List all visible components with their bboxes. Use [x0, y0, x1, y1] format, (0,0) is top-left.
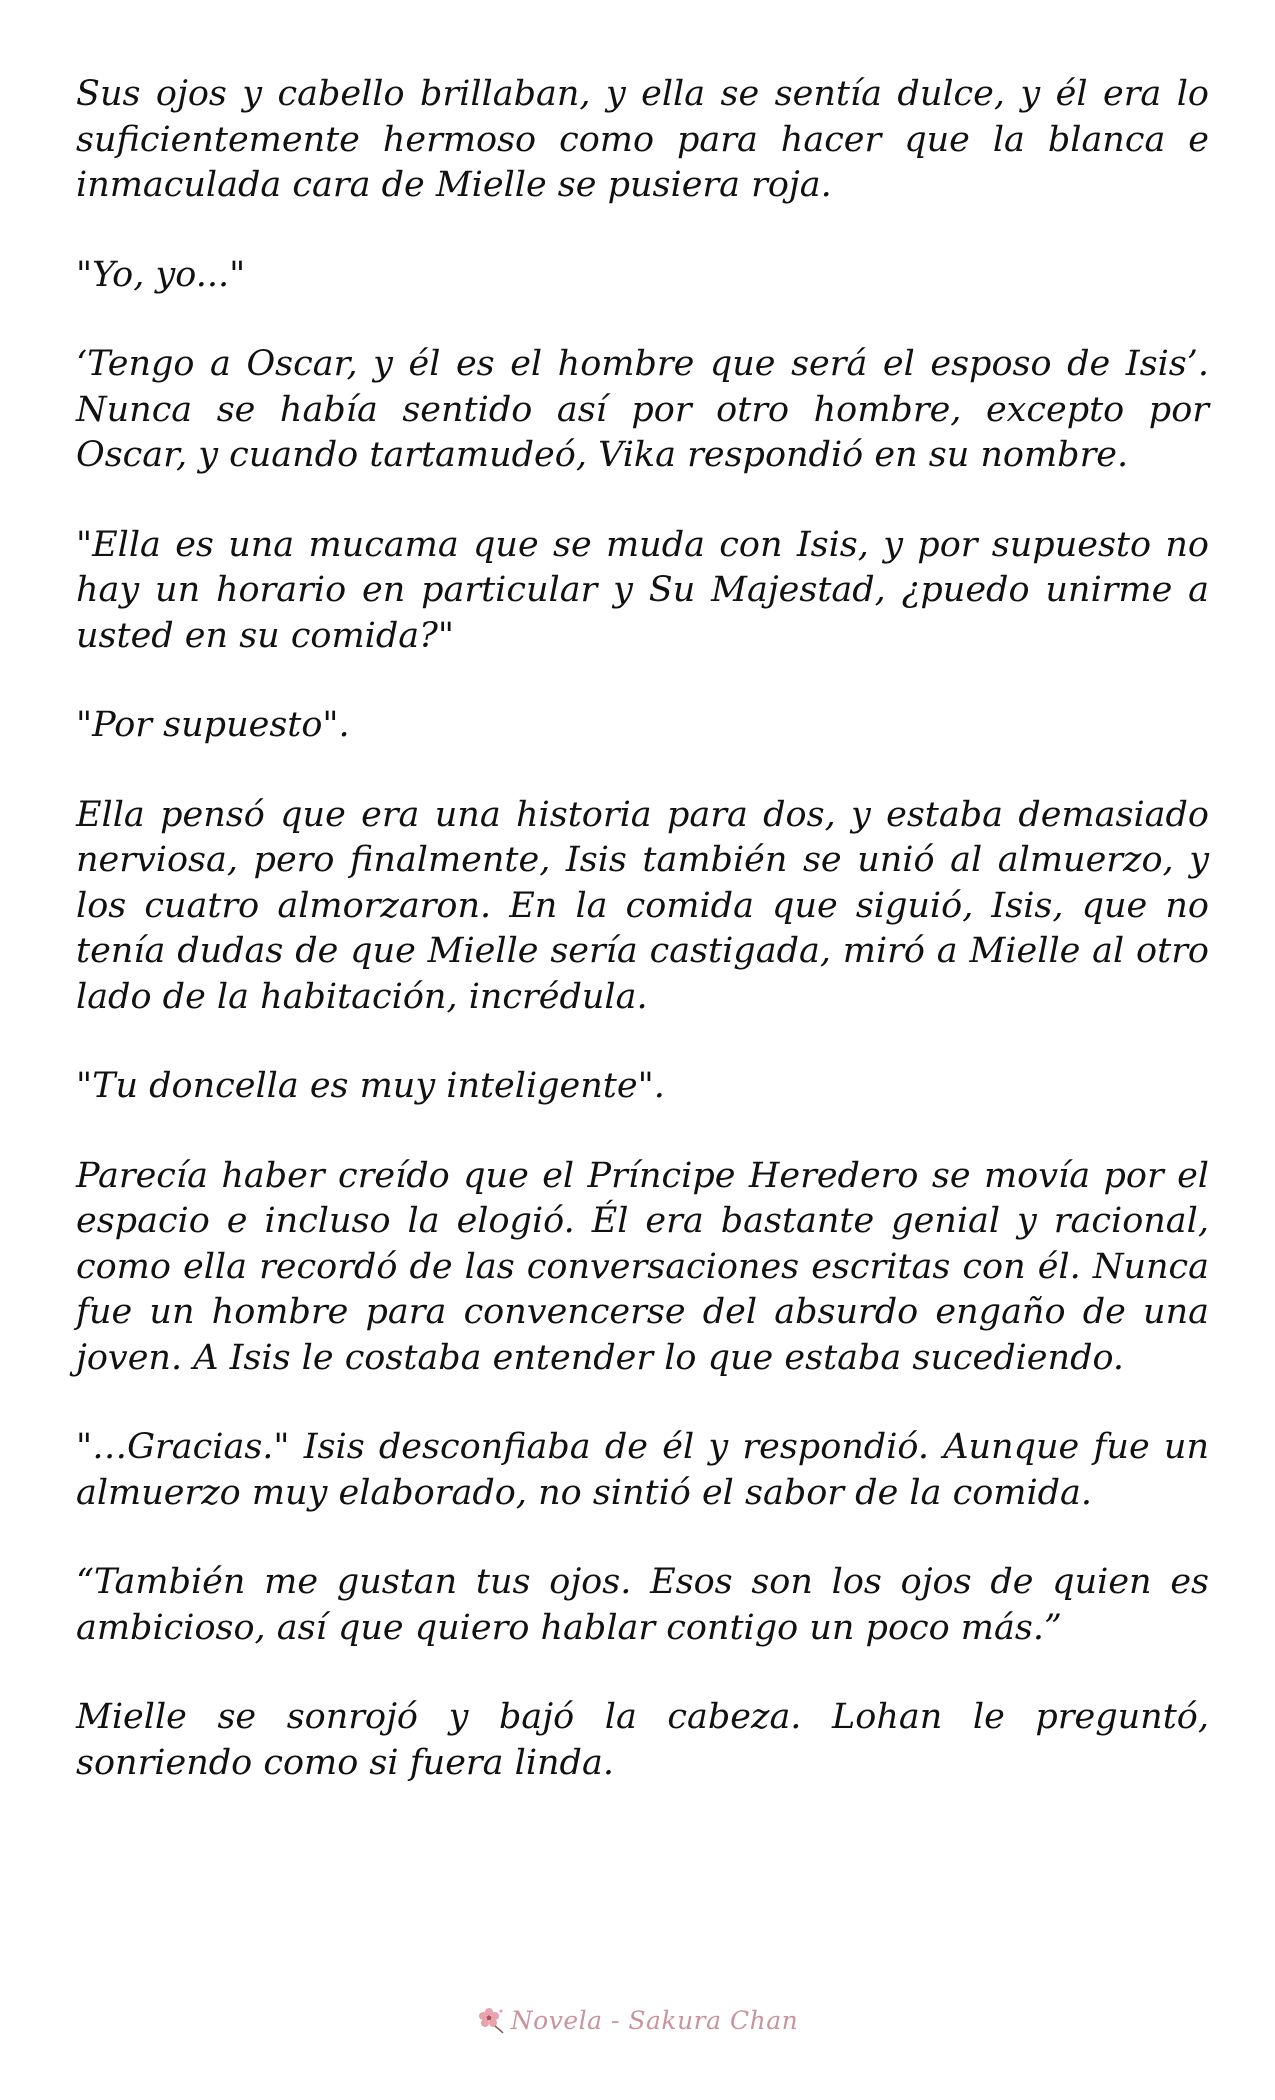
paragraph-3: ‘Tengo a Oscar, y él es el hombre que será el esposo de Isis’. Nunca se había sentido así por otro hombre, excepto por Oscar, y cuando tartamudeó, Vika respondió en su nombre. — [76, 344, 1209, 475]
paragraph-7: "Tu doncella es muy inteligente". — [76, 1066, 665, 1106]
paragraph-2: "Yo, yo..." — [76, 254, 246, 295]
watermark-text: Novela - Sakura Chan — [510, 2005, 799, 2035]
document-body — [76, 72, 1209, 1830]
watermark — [0, 2000, 1275, 2040]
paragraph-9: "…Gracias." Isis desconfiaba de él y respondió. Aunque fue un almuerzo muy elaborado, no sintió el sabor de la comida. — [76, 1427, 1209, 1513]
paragraph-8: Parecía haber creído que el Príncipe Heredero se movía por el espacio e incluso la elogió. Él era bastante genial y racional, como ella recordó de las conversaciones escritas con él. Nunca fue un hombre para convencerse del absurdo engaño de una joven. A Isis le costaba entender lo que estaba sucediendo. — [76, 1155, 1209, 1378]
paragraph-11: Mielle se sonrojó y bajó la cabeza. Lohan le preguntó, sonriendo como si fuera linda. — [76, 1697, 1209, 1783]
paragraph-6: Ella pensó que era una historia para dos, y estaba demasiado nerviosa, pero finalmente, Isis también se unió al almuerzo, y los cuatro almorzaron. En la comida que siguió, Isis, que no tenía dudas de que Mielle sería castigada, miró a Mielle al otro lado de la habitación, incrédula. — [76, 794, 1209, 1017]
paragraph-1: Sus ojos y cabello brillaban, y ella se sentía dulce, y él era lo suficientemente hermoso como para hacer que la blanca e inmaculada cara de Mielle se pusiera roja. — [76, 74, 1209, 205]
paragraph-4: "Ella es una mucama que se muda con Isis, y por supuesto no hay un horario en particular y Su Majestad, ¿puedo unirme a usted en su comida?" — [76, 524, 1209, 656]
cherry-blossom-icon — [477, 2006, 505, 2034]
paragraph-10: “También me gustan tus ojos. Esos son los ojos de quien es ambicioso, así que quiero hablar contigo un poco más.” — [76, 1562, 1209, 1648]
paragraph-5: "Por supuesto". — [76, 705, 350, 745]
